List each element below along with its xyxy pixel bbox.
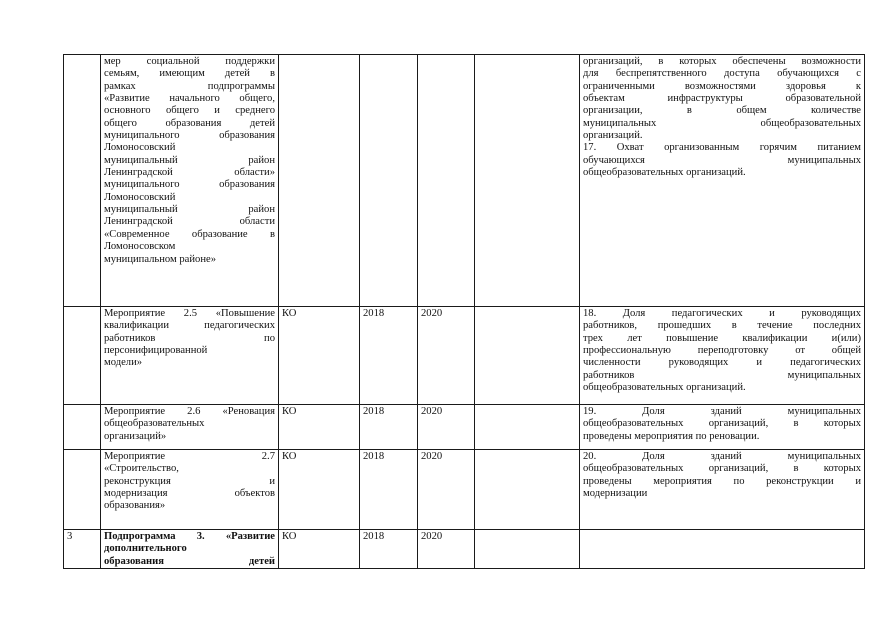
indicator-text-line: ограниченными возможностями здоровья к [583, 80, 861, 92]
activity-name-line: Ломоносовский [104, 191, 176, 203]
activity-name-cell [101, 405, 279, 450]
activity-name-line: основного общего и среднего [104, 105, 275, 117]
indicator-text-line: модернизации [583, 488, 648, 500]
row-number-cell [64, 55, 101, 307]
activity-name-cell [101, 307, 279, 405]
empty-cell [475, 55, 580, 307]
indicators-cell [580, 530, 865, 569]
activity-name-line: семьям, имеющим детей в [104, 68, 275, 80]
indicator-text-line: организации, в общем количестве [583, 105, 861, 117]
end-year-cell: 2020 [418, 405, 475, 450]
indicator-text-line: работников, прошедших в течение последних [583, 320, 861, 332]
activity-name-line: «Развитие начального общего, [104, 93, 275, 105]
indicator-text-line: объектам инфраструктуры образовательной [583, 93, 861, 105]
activity-name-line: модели» [104, 357, 143, 369]
activity-name-line: муниципальный район [104, 204, 275, 216]
table-row [64, 450, 865, 530]
indicators-cell [580, 450, 865, 530]
start-year-cell: 2018 [360, 405, 418, 450]
activity-name-line: Мероприятие 2.5 «Повышение [104, 308, 275, 319]
indicator-text-line: общеобразовательных организаций, в которых [583, 418, 861, 430]
empty-cell [475, 530, 580, 569]
indicator-text-line: работников муниципальных [583, 369, 861, 381]
indicator-text-line: для беспрепятственного доступа обучающихся с [583, 68, 861, 80]
activity-name-line: дополнительного [104, 543, 187, 555]
table-row [64, 55, 865, 307]
indicator-text-line: 17. Охват организованным горячим питанием [583, 142, 861, 154]
activity-name-line: муниципальный район [104, 154, 275, 166]
indicator-text-line: проведены мероприятия по реконструкции и [583, 475, 861, 487]
table-row [64, 307, 865, 405]
executor-cell [279, 55, 360, 307]
indicator-text-line: общеобразовательных организаций, в которых [583, 463, 861, 475]
indicator-text-line: 20. Доля зданий муниципальных [583, 451, 861, 462]
indicator-text-line: 18. Доля педагогических и руководящих [583, 308, 861, 319]
activity-name-line: Ленинградской области [104, 216, 275, 228]
activity-name-cell [101, 55, 279, 307]
start-year-cell: 2018 [360, 530, 418, 569]
row-number-cell: 3 [64, 530, 101, 569]
activity-name-cell [101, 450, 279, 530]
activity-name-line: образования детей [104, 555, 275, 567]
program-activities-table [63, 54, 865, 569]
indicator-text-line: проведены мероприятия по реновации. [583, 430, 760, 442]
executor-cell: КО [279, 307, 360, 405]
activity-name-line: муниципального образования [104, 179, 275, 191]
activity-name-line: Мероприятие 2.7 [104, 451, 275, 462]
activity-name-line: Ленинградской области» [104, 167, 275, 179]
activity-name-line: муниципального образования [104, 130, 275, 142]
indicator-text-line: численности руководящих и педагогических [583, 357, 861, 369]
activity-name-line: «Строительство, [104, 463, 179, 475]
indicators-cell [580, 307, 865, 405]
table-row [64, 530, 865, 569]
indicator-text-line: трех лет повышение квалификации и(или) [583, 332, 861, 344]
empty-cell [475, 450, 580, 530]
row-number-cell [64, 405, 101, 450]
row-number-cell [64, 450, 101, 530]
activity-name-line: реконструкция и [104, 475, 275, 487]
activity-name-line: общего образования детей [104, 117, 275, 129]
row-number-cell [64, 307, 101, 405]
indicator-text-line: общеобразовательных организаций. [583, 382, 746, 394]
empty-cell [475, 307, 580, 405]
activity-name-line: «Современное образование в [104, 228, 275, 240]
activity-name-line: Мероприятие 2.6 «Реновация [104, 406, 275, 417]
indicator-text-line: муниципальных общеобразовательных [583, 117, 861, 129]
end-year-cell: 2020 [418, 450, 475, 530]
activity-name-line: муниципальном районе» [104, 253, 217, 265]
indicator-text-line: профессиональную переподготовку от общей [583, 345, 861, 357]
activity-name-line: организаций» [104, 430, 167, 442]
indicator-text-line: обучающихся муниципальных [583, 154, 861, 166]
executor-cell: КО [279, 450, 360, 530]
end-year-cell: 2020 [418, 307, 475, 405]
indicator-text-line: общеобразовательных организаций. [583, 167, 746, 179]
indicators-cell [580, 55, 865, 307]
activity-name-line: Ломоносовском [104, 241, 176, 253]
activity-name-line: квалификации педагогических [104, 320, 275, 332]
indicator-text-line: 19. Доля зданий муниципальных [583, 406, 861, 417]
table-row [64, 405, 865, 450]
indicator-text-line: организаций. [583, 130, 643, 142]
end-year-cell: 2020 [418, 530, 475, 569]
activity-name-line: персонифицированной [104, 345, 208, 357]
activity-name-line: модернизация объектов [104, 488, 275, 500]
activity-name-line: рамках подпрограммы [104, 80, 275, 92]
subprogram-name-cell [101, 530, 279, 569]
executor-cell: КО [279, 405, 360, 450]
activity-name-line: Подпрограмма 3. «Развитие [104, 531, 275, 542]
start-year-cell: 2018 [360, 450, 418, 530]
activity-name-line: общеобразовательных [104, 418, 205, 430]
end-year-cell [418, 55, 475, 307]
start-year-cell: 2018 [360, 307, 418, 405]
activity-name-line: мер социальной поддержки [104, 56, 275, 67]
activity-name-line: образования» [104, 500, 166, 512]
indicators-cell [580, 405, 865, 450]
start-year-cell [360, 55, 418, 307]
indicator-text-line: организаций, в которых обеспечены возможности [583, 56, 861, 67]
empty-cell [475, 405, 580, 450]
executor-cell: КО [279, 530, 360, 569]
activity-name-line: работников по [104, 332, 275, 344]
activity-name-line: Ломоносовский [104, 142, 176, 154]
